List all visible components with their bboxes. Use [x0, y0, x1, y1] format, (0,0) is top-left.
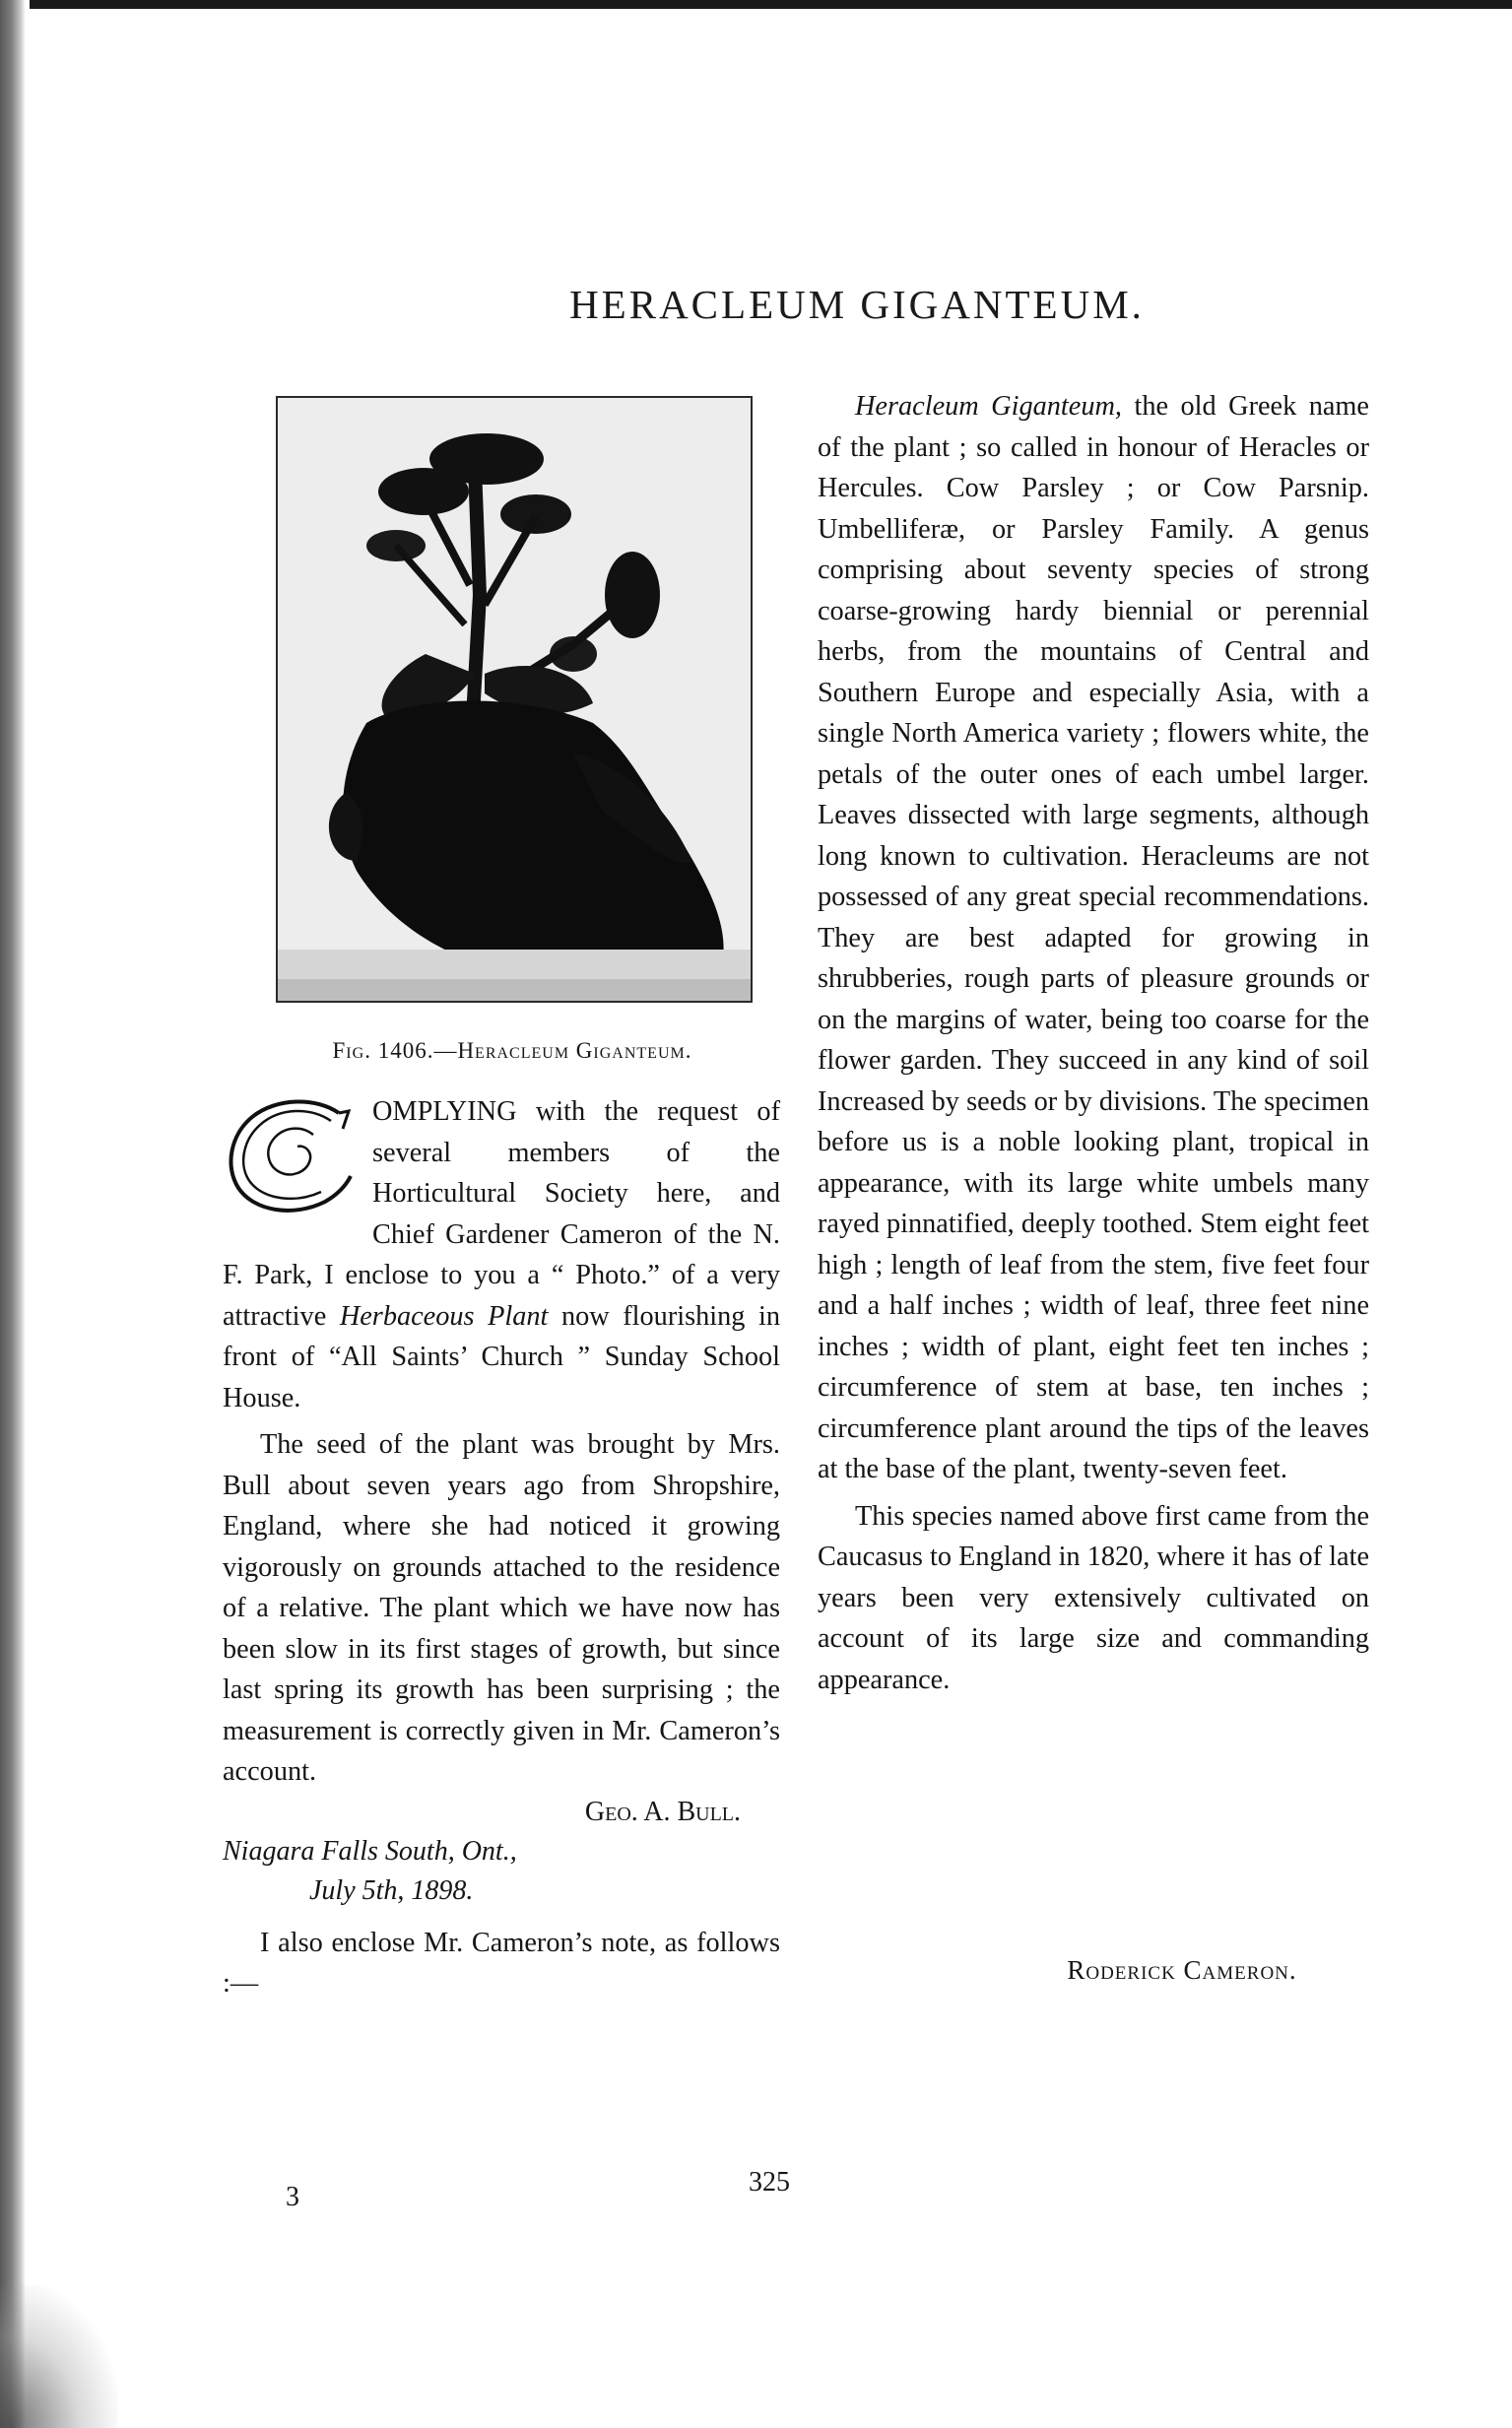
letter-date: July 5th, 1898.	[309, 1874, 474, 1906]
intro-text-after: now flourishing in front of “All Saints’ Church ” Sunday School House.	[223, 1300, 780, 1413]
left-column	[223, 1091, 780, 2004]
figure-caption-text: Fig. 1406.—Heracleum Giganteum.	[332, 1038, 692, 1063]
intro-text-italic: Herbaceous Plant	[339, 1300, 549, 1332]
ornamental-dropcap-c	[223, 1095, 361, 1215]
enclosure-paragraph: I also enclose Mr. Cameron’s note, as follows :—	[223, 1927, 780, 1999]
signature-roderick-cameron: Roderick Cameron.	[1067, 1955, 1297, 1985]
origin-paragraph: This species named above first came from the Caucasus to England in 1820, where it has of late years been very extensively cultivated on account of its large size and commanding appearance.	[818, 1500, 1369, 1695]
top-rule	[30, 0, 1512, 9]
page-number: 325	[749, 2167, 790, 2198]
scan-edge-shadow	[0, 0, 26, 2428]
right-column	[818, 386, 1369, 1700]
figure-caption	[274, 1038, 751, 1064]
intro-text-before: OMPLYING with the request of several members of the Horticultural Society here, and Chief Gardener Cameron of the N. F. Park, I enclose to you a “ Photo.” of a very attractive	[223, 1096, 780, 1332]
signature-geo-bull: Geo. A. Bull.	[584, 1796, 741, 1827]
description-italic-name: Heracleum Giganteum,	[855, 391, 1123, 422]
article-title: HERACLEUM GIGANTEUM.	[569, 282, 1145, 327]
scan-corner-shadow	[0, 2285, 118, 2428]
heracleum-plant-illustration	[278, 398, 751, 1001]
dropcap-letter: C	[292, 1174, 293, 1175]
description-paragraph	[818, 386, 1369, 1490]
plant-photograph	[276, 396, 753, 1003]
signature-mark: 3	[286, 2182, 299, 2212]
opening-paragraph-block	[223, 1091, 780, 1418]
letter-location: Niagara Falls South, Ont.,	[223, 1835, 517, 1867]
seed-paragraph: The seed of the plant was brought by Mrs. Bull about seven years ago from Shropshire, England, where she had noticed it growing vigorously on grounds attached to the residence of a relative. The plant which we have now has been slow in its first stages of growth, but since last spring its growth has been surprising ; the measurement is correctly given in Mr. Cameron’s account.	[223, 1429, 780, 1787]
description-text: the old Greek name of the plant ; so called in honour of Heracles or Hercules. Cow Parsley ; or Cow Parsnip. Umbelliferæ, or Parsley Family. A genus comprising about seventy species of strong coarse-growing hardy biennial or perennial herbs, from the mountains of Central and Southern Europe and especially Asia, with a single North America variety ; flowers white, the petals of the outer ones of each umbel larger. Leaves dissected with large segments, although long known to cultivation. Heracleums are not possessed of any great special recommendations. They are best adapted for growing in shrubberies, rough parts of pleasure grounds or on the margins of water, being too coarse for the flower garden. They succeed in any kind of soil Increased by seeds or by divisions. The specimen before us is a noble looking plant, tropical in appearance, with its large white umbels many rayed pinnatified, deeply toothed. Stem eight feet high ; length of leaf from the stem, five feet four and a half inches ; width of leaf, three feet nine inches ; width of plant, eight feet ten inches ; circumference of stem at base, ten inches ; circumference plant around the tips of the leaves at the base of the plant, twenty-seven feet.	[818, 391, 1369, 1484]
